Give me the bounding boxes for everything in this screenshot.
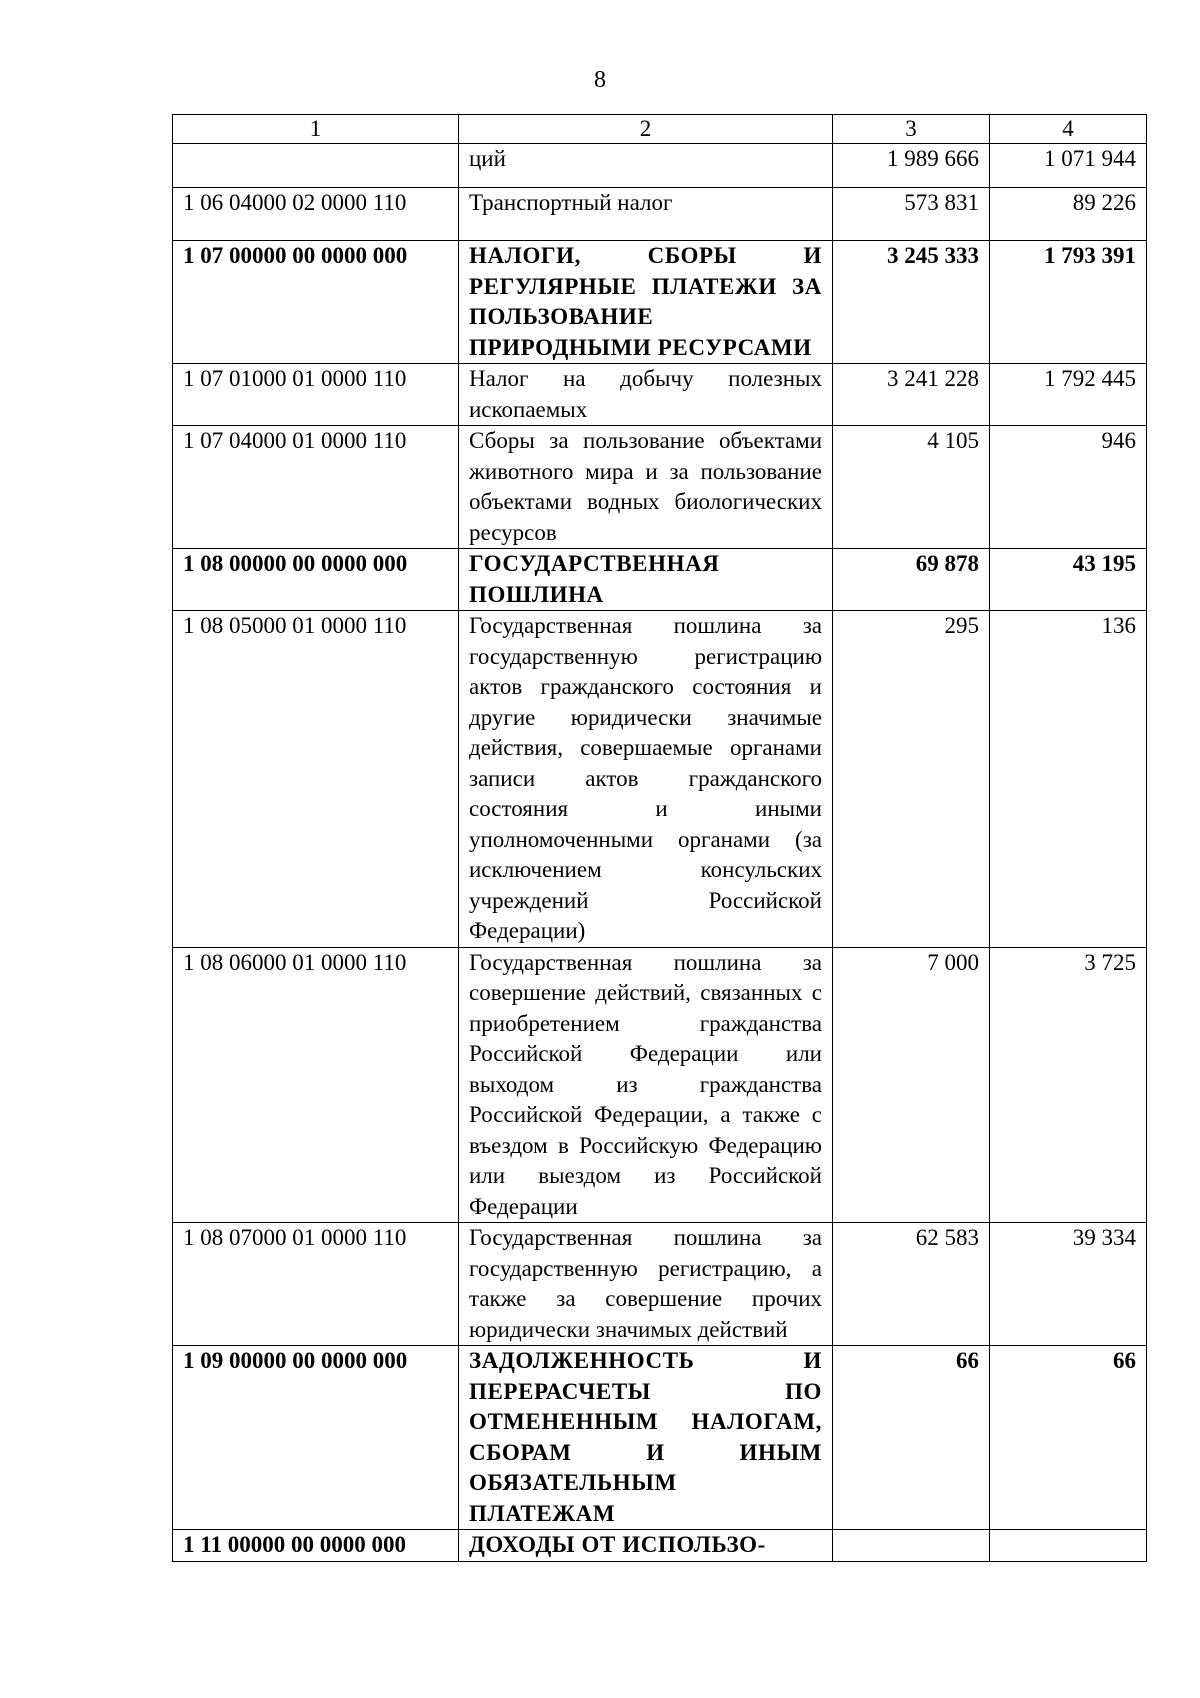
row-code: 1 08 06000 01 0000 110 — [173, 947, 459, 1223]
row-amount-2: 66 — [990, 1346, 1147, 1530]
table-row — [173, 364, 1147, 426]
row-code: 1 11 00000 00 0000 000 — [173, 1530, 459, 1562]
row-name: ЗАДОЛЖЕННОСТЬ И ПЕРЕРАСЧЕТЫ ПО ОТМЕНЕННЫМ НАЛОГАМ, СБОРАМ И ИНЫМ ОБЯЗАТЕЛЬНЫМ ПЛАТЕЖАМ — [459, 1346, 833, 1530]
row-amount-2: 3 725 — [990, 947, 1147, 1223]
table-row — [173, 1346, 1147, 1530]
table-row — [173, 426, 1147, 549]
row-name: Государственная пошлина за государственную регистрацию актов гражданского состояния и другие юридически значимые действия, совершаемые органами записи актов гражданского состояния и иными уполномоченными органами (за исключением консульских учреждений Российской Федерации) — [459, 611, 833, 948]
row-amount-1: 3 245 333 — [833, 241, 990, 364]
row-name: НАЛОГИ, СБОРЫ И РЕГУЛЯРНЫЕ ПЛАТЕЖИ ЗА ПОЛЬЗОВАНИЕ ПРИРОДНЫМИ РЕСУРСАМИ — [459, 241, 833, 364]
row-name: ций — [459, 144, 833, 188]
row-code: 1 08 07000 01 0000 110 — [173, 1223, 459, 1346]
table-row — [173, 1530, 1147, 1562]
column-header-amount-1: 3 — [833, 115, 990, 144]
table-body — [173, 144, 1147, 1562]
row-name: Налог на добычу полезных ископаемых — [459, 364, 833, 426]
row-name: Государственная пошлина за государственную регистрацию, а также за совершение прочих юридически значимых действий — [459, 1223, 833, 1346]
row-name: Государственная пошлина за совершение действий, связанных с приобретением гражданства Российской Федерации или выходом из гражданства Российской Федерации, а также с въездом в Российскую Федерацию или выездом из Российской Федерации — [459, 947, 833, 1223]
row-code: 1 06 04000 02 0000 110 — [173, 188, 459, 241]
row-amount-2: 946 — [990, 426, 1147, 549]
column-header-code: 1 — [173, 115, 459, 144]
row-code: 1 08 00000 00 0000 000 — [173, 549, 459, 611]
table-row — [173, 241, 1147, 364]
row-amount-1: 4 105 — [833, 426, 990, 549]
row-amount-2: 1 071 944 — [990, 144, 1147, 188]
row-amount-1: 69 878 — [833, 549, 990, 611]
budget-revenue-table — [172, 114, 1147, 1562]
row-amount-1: 1 989 666 — [833, 144, 990, 188]
column-header-name: 2 — [459, 115, 833, 144]
row-amount-1: 66 — [833, 1346, 990, 1530]
table-row — [173, 188, 1147, 241]
row-amount-2: 136 — [990, 611, 1147, 948]
row-name: Сборы за пользование объектами животного мира и за пользование объектами водных биологических ресурсов — [459, 426, 833, 549]
table-row — [173, 1223, 1147, 1346]
row-name: ДОХОДЫ ОТ ИСПОЛЬЗО- — [459, 1530, 833, 1562]
row-code: 1 07 04000 01 0000 110 — [173, 426, 459, 549]
row-amount-2: 1 793 391 — [990, 241, 1147, 364]
page-number: 8 — [594, 67, 606, 93]
row-amount-2: 39 334 — [990, 1223, 1147, 1346]
row-amount-1: 295 — [833, 611, 990, 948]
row-code: 1 08 05000 01 0000 110 — [173, 611, 459, 948]
table-row — [173, 947, 1147, 1223]
row-amount-1: 573 831 — [833, 188, 990, 241]
row-name: ГОСУДАРСТВЕННАЯ ПОШЛИНА — [459, 549, 833, 611]
column-header-amount-2: 4 — [990, 115, 1147, 144]
row-amount-1: 3 241 228 — [833, 364, 990, 426]
row-amount-2 — [990, 1530, 1147, 1562]
row-amount-1 — [833, 1530, 990, 1562]
row-code — [173, 144, 459, 188]
row-amount-2: 89 226 — [990, 188, 1147, 241]
table-row — [173, 549, 1147, 611]
row-amount-2: 43 195 — [990, 549, 1147, 611]
row-code: 1 07 00000 00 0000 000 — [173, 241, 459, 364]
table-header-row — [173, 115, 1147, 144]
row-amount-1: 62 583 — [833, 1223, 990, 1346]
row-code: 1 07 01000 01 0000 110 — [173, 364, 459, 426]
row-code: 1 09 00000 00 0000 000 — [173, 1346, 459, 1530]
row-name: Транспортный налог — [459, 188, 833, 241]
table-row — [173, 144, 1147, 188]
row-amount-1: 7 000 — [833, 947, 990, 1223]
table-row — [173, 611, 1147, 948]
row-amount-2: 1 792 445 — [990, 364, 1147, 426]
